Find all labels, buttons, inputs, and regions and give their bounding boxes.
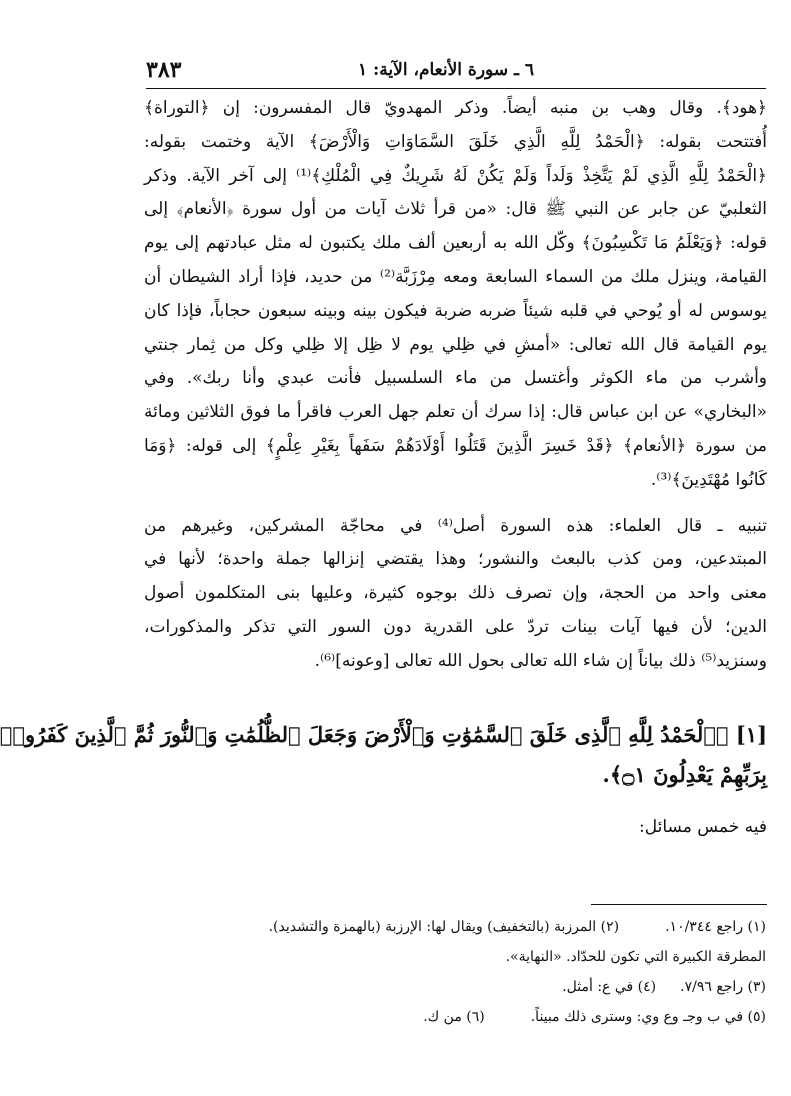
footnote-2: (٢) المرزبة (بالتخفيف) ويقال لها: الإرزبة (بالهمزة والتشديد).: [268, 919, 620, 935]
header-divider: [146, 88, 766, 89]
text-line: ﴿الْحَمْدُ لِلَّهِ الَّذِي لَمْ يَتَّخِذْ وَلَداً وَلَمْ يَكُنْ لَهُ شَرِيكٌ فِي الْمُلْكِ﴾⁽¹⁾ إلى آخر الآية. وذكر: [144, 165, 768, 186]
footnote-divider: [591, 904, 767, 905]
footnote-6: (٦) من ك.: [423, 1009, 485, 1025]
text-line: ﴿هود﴾. وقال وهب بن منبه أيضاً. وذكر المهدويّ قال المفسرون: إن ﴿التوراة﴾: [144, 98, 767, 118]
text-line: قوله: ﴿وَيَعْلَمُ مَا تَكْسِبُونَ﴾ وكّل الله به أربعين ألف ملك يكتبون له مثل عبادتهم إلى يوم: [144, 233, 767, 254]
footnote-line: [146, 1002, 766, 1032]
footnote-4: (٤) في ع: أمثل.: [562, 979, 657, 995]
verse-line: بِرَبِّهِمْ يَعْدِلُونَ ۝١﴾.: [602, 762, 767, 787]
text-line: وأشرب من ماء الكوثر وأغتسل من ماء السلسبيل فأنت عبدي وأنا ربك». وفي: [144, 368, 767, 389]
main-text: [144, 92, 767, 679]
footnotes: [146, 912, 766, 1032]
tanbih-line: المبتدعين، ومن كذب بالبعث والنشور؛ وهذا يقتضي إنزالها جملة واحدة؛ لأنها في: [144, 549, 767, 570]
verse-line: [١] ﴿ٱلْحَمْدُ لِلَّهِ ٱلَّذِى خَلَقَ ٱلسَّمَٰوَٰتِ وَٱلْأَرْضَ وَجَعَلَ ٱلظُّلُمَٰتِ وَٱلنُّورَ ثُمَّ ٱلَّذِينَ كَفَرُوا۟: [0, 722, 767, 747]
page-header: [146, 56, 766, 86]
questions-intro: فيه خمس مسائل:: [639, 817, 767, 837]
text-line: يوسوس له أو يُوحي في قلبه شيئاً ضربه ضربة فيكون بينه وبينه سبعون حجاباً، فإذا كان: [144, 300, 767, 321]
footnote-3: (٣) راجع ٧/٩٦.: [680, 979, 766, 995]
footnote-line: [146, 942, 766, 972]
quran-verse: [0, 715, 767, 795]
footnote-line: [146, 972, 766, 1002]
text-line: «البخاري» عن ابن عباس قال: إذا سرك أن تعلم جهل العرب فاقرأ ما فوق الثلاثين ومائة: [144, 402, 767, 423]
text-line: القيامة، وينزل ملك من السماء السابعة ومعه مِرْزَبَّة⁽²⁾ من حديد، فإذا أراد الشيطان أن: [144, 266, 768, 287]
tanbih-line: تنبيه ـ قال العلماء: هذه السورة أصل⁽⁴⁾ في محاجّة المشركين، وغيرهم من: [144, 515, 767, 536]
paragraph-gap: [144, 498, 767, 510]
footnote-1: (١) راجع ١٠/٣٤٤.: [665, 919, 766, 935]
footnote-2-continued: المطرقة الكبيرة التي تكون للحدّاد. «النهاية».: [505, 949, 766, 965]
footnote-line: [146, 912, 766, 942]
text-line: يوم القيامة قال الله تعالى: «أمشِ في ظِلي يوم لا ظِل إلا ظِلي وكل من ثِمار جنتي: [144, 334, 767, 355]
footnote-5: (٥) في ب وجـ وع وي: وسترى ذلك مبيناً.: [530, 1009, 766, 1025]
tanbih-line: الدين؛ لأن فيها آيات بينات تردّ على القدرية دون السور التي تذكر والمذكورات،: [144, 616, 767, 637]
text-line: من سورة ﴿الأنعام﴾ ﴿قَدْ خَسِرَ الَّذِينَ قَتَلُوا أَوْلَادَهُمْ سَفَهاً بِغَيْرِ عِلْمٍ﴾ إلى قوله: ﴿وَمَا: [144, 435, 767, 456]
tanbih-line: وسنزيد⁽⁵⁾ ذلك بياناً إن شاء الله تعالى بحول الله تعالى [وعونه]⁽⁶⁾.: [314, 650, 767, 671]
text-line: أُفتتحت بقوله: ﴿الْحَمْدُ لِلَّهِ الَّذِي خَلَقَ السَّمَاوَاتِ وَالْأَرْضَ﴾ الآية وختمت بقوله:: [144, 131, 767, 152]
running-title: ٦ ـ سورة الأنعام، الآية: ١: [357, 60, 535, 80]
page-number: ٣٨٣: [146, 57, 182, 83]
text-line: الثعلبيّ عن جابر عن النبي ﷺ قال: «من قرأ ثلاث آيات من أول سورة ﴿الأنعام﴾ إلى: [144, 199, 767, 220]
tanbih-line: معنى واحد من الحجة، وإن تصرف ذلك بوجوه كثيرة، وعليها بنى المتكلمون أصول: [144, 583, 767, 604]
text-line: كَانُوا مُهْتَدِينَ﴾⁽³⁾.: [650, 469, 767, 490]
